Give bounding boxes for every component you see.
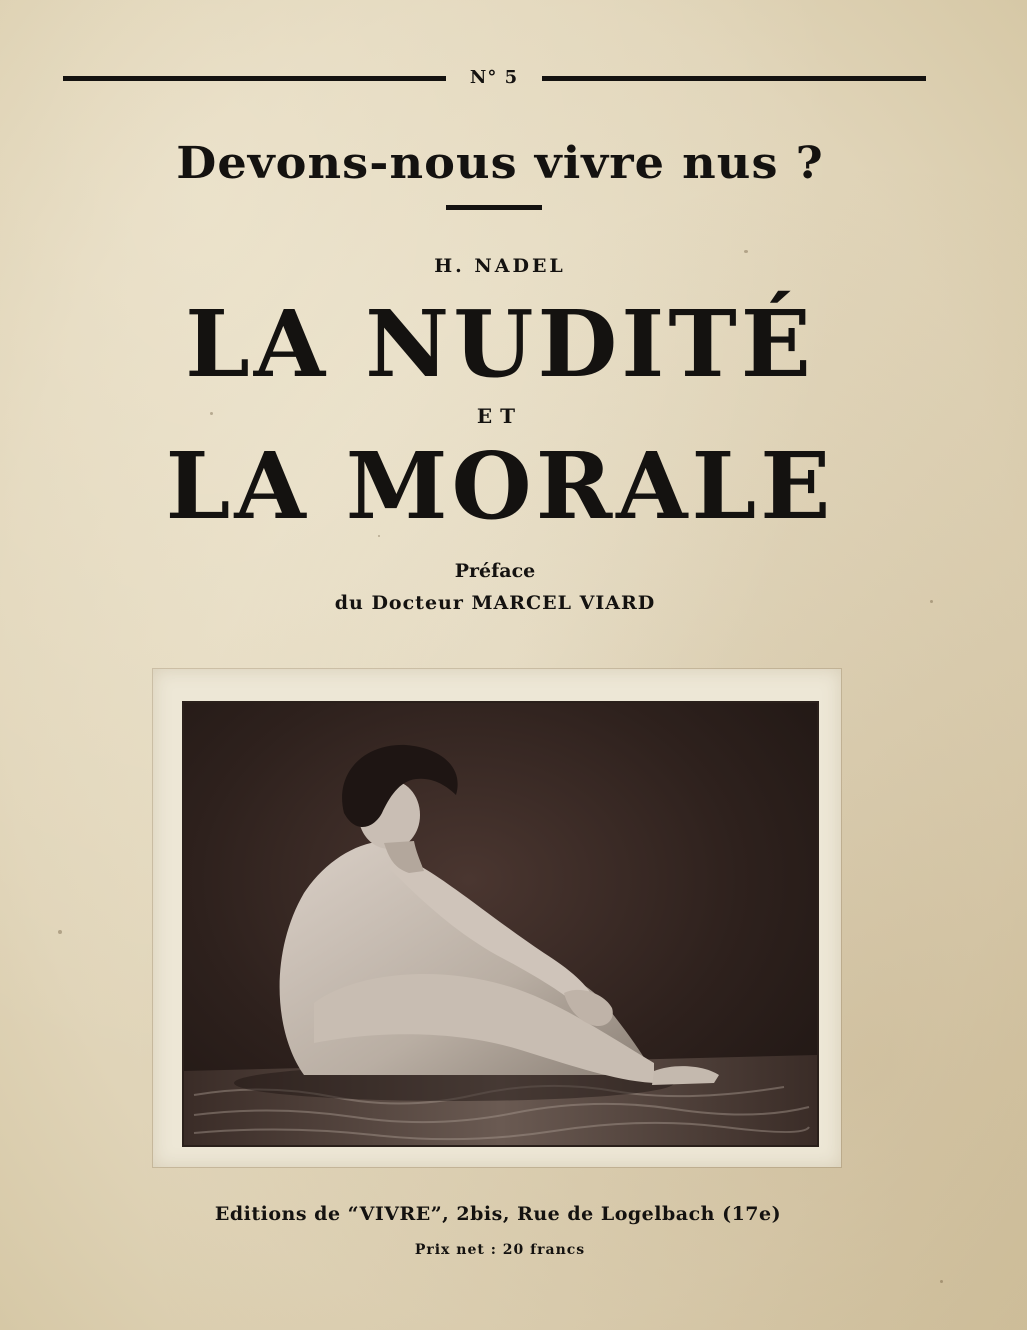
publisher-address: Editions de “VIVRE”, 2bis, Rue de Logelbach (17e) — [214, 1203, 782, 1225]
cover-photograph — [182, 701, 819, 1147]
top-rule-right — [542, 76, 926, 81]
title-line-2: LA MORALE — [165, 432, 835, 540]
preface-author: du Docteur MARCEL VIARD — [334, 592, 656, 614]
subtitle-underline — [446, 205, 542, 210]
paper-speck — [940, 1280, 943, 1283]
preface-label: Préface — [454, 560, 536, 582]
top-rule-left — [63, 76, 446, 81]
price-line: Prix net : 20 francs — [414, 1242, 586, 1258]
author-name: H. NADEL — [434, 255, 566, 277]
issue-number: N° 5 — [469, 67, 519, 88]
seated-nude-figure-illustration — [184, 703, 817, 1145]
paper-speck — [58, 930, 62, 934]
paper-speck — [744, 250, 748, 253]
title-line-1: LA NUDITÉ — [185, 290, 815, 398]
title-conjunction: ET — [476, 404, 524, 428]
series-question: Devons-nous vivre nus ? — [176, 138, 824, 189]
